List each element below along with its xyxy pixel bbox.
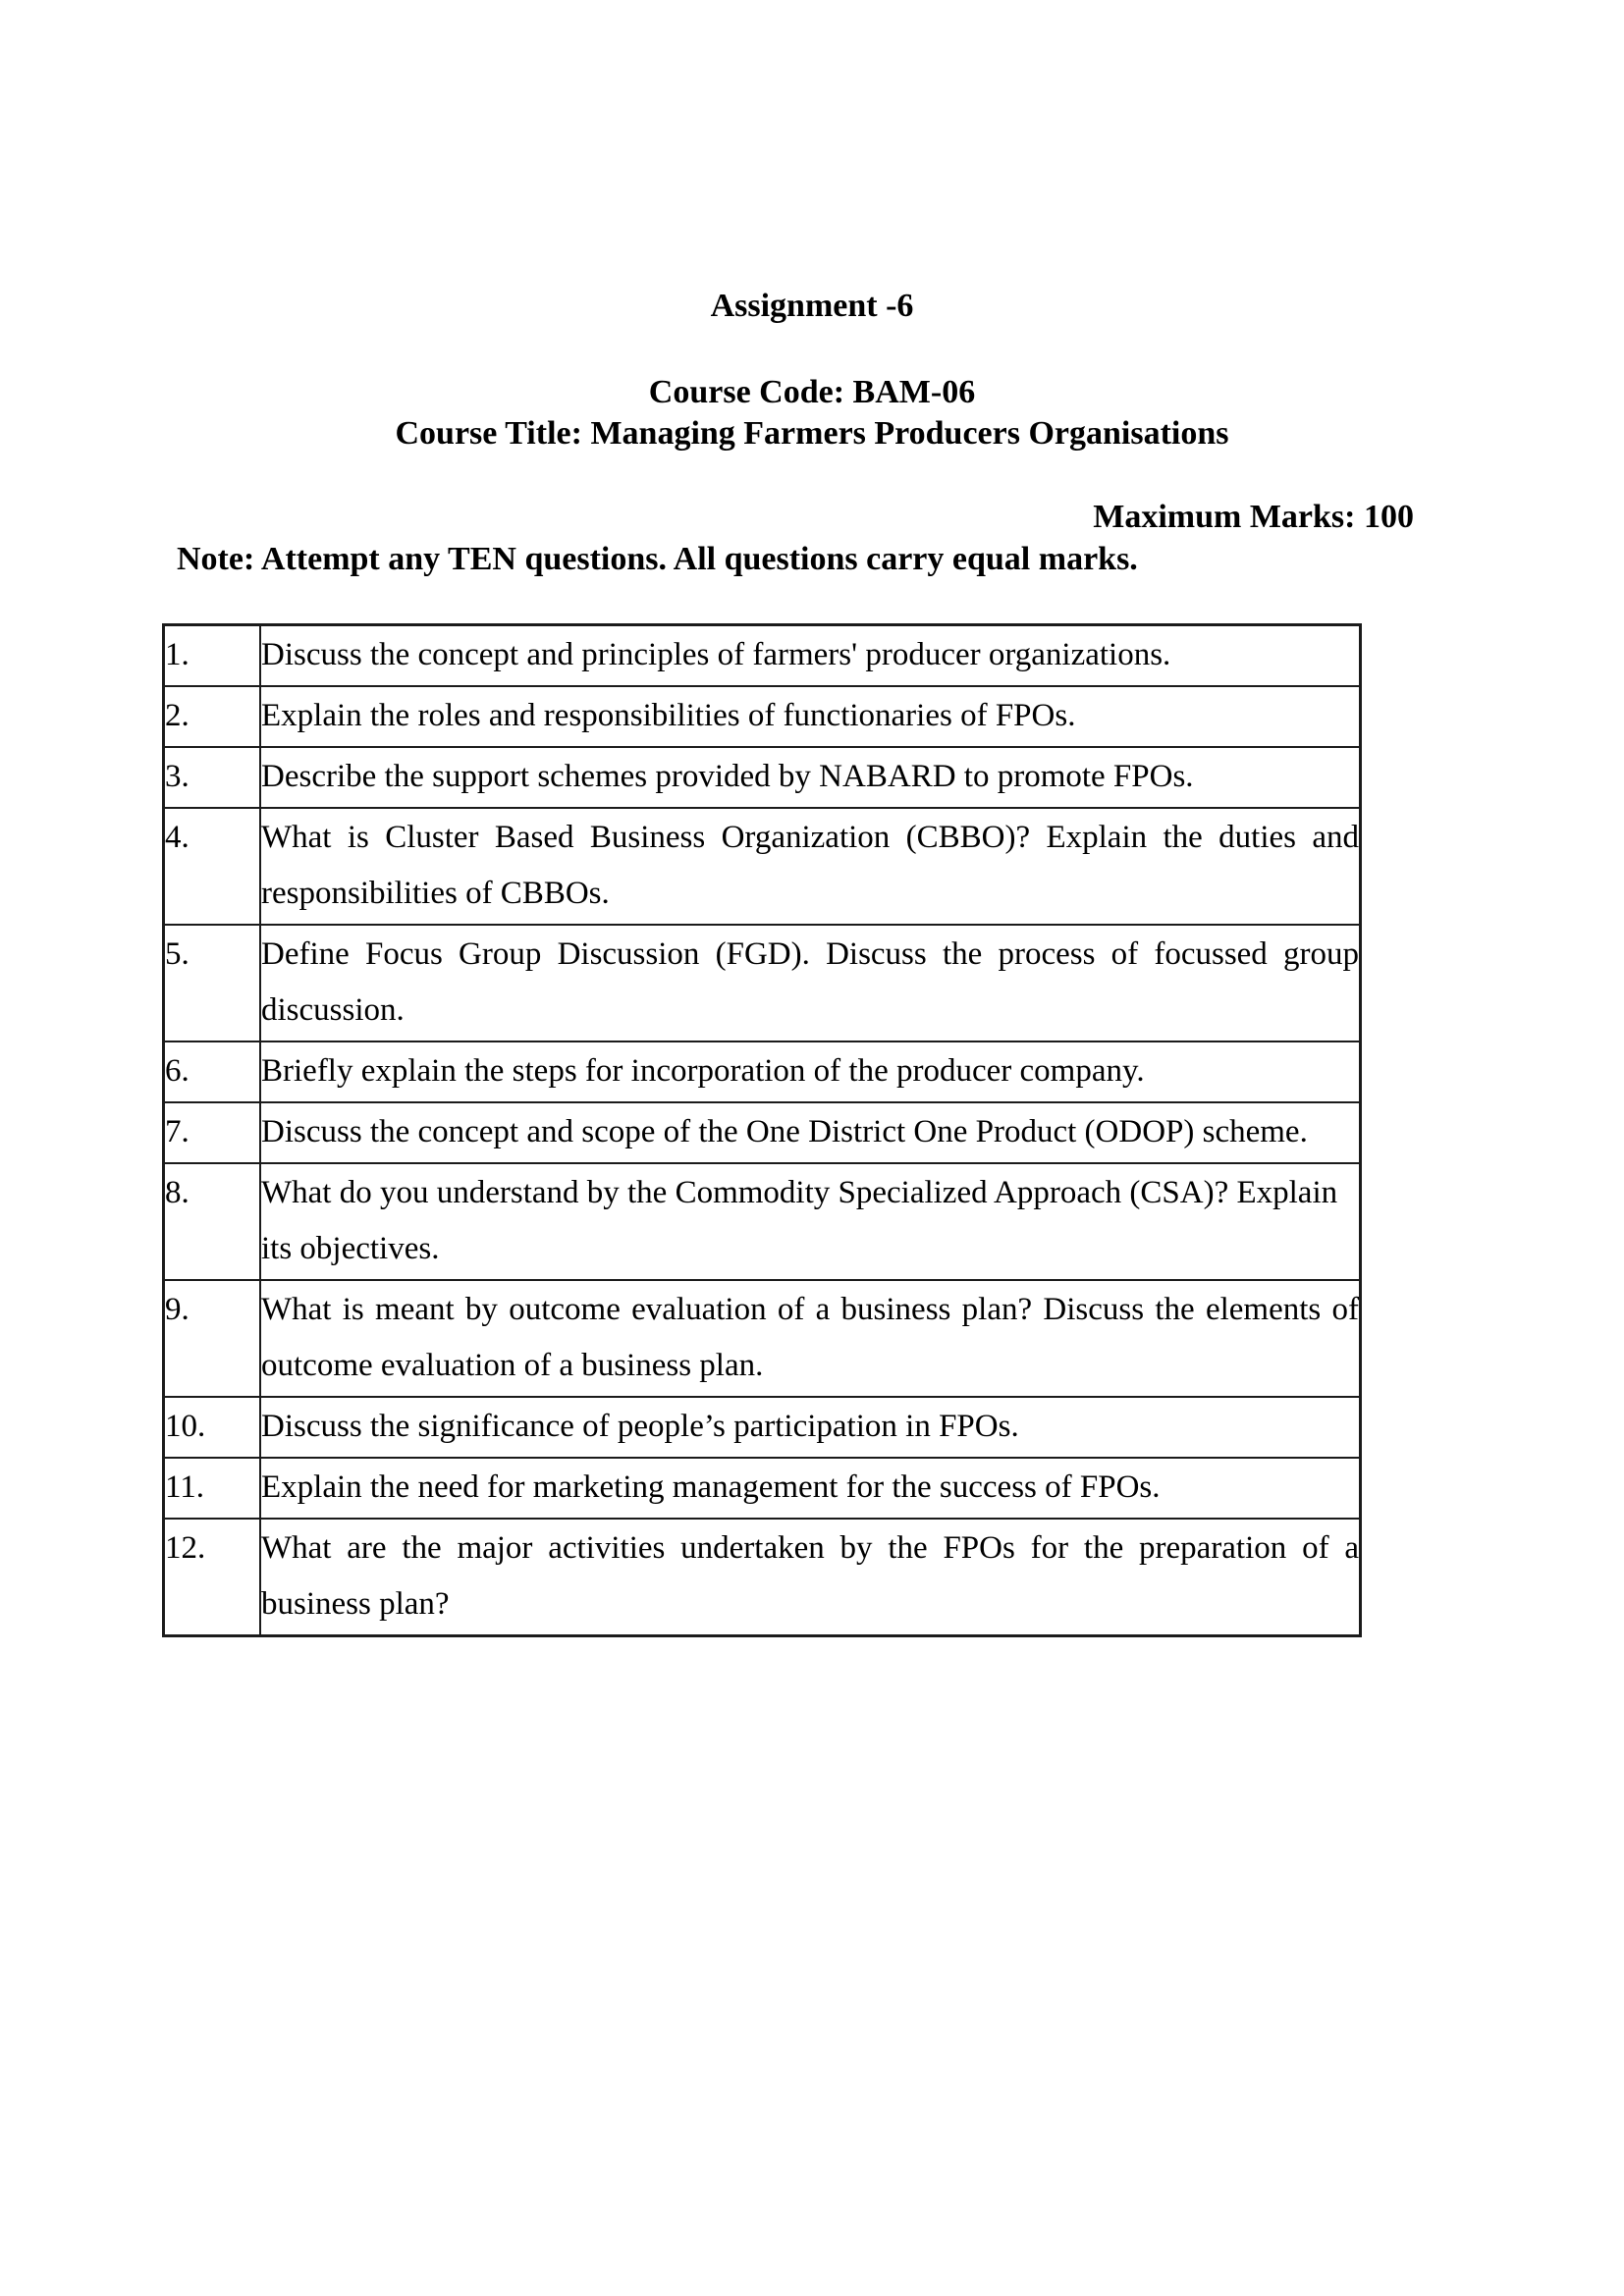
question-text: Discuss the concept and scope of the One District One Product (ODOP) scheme. (260, 1102, 1361, 1163)
question-text: Briefly explain the steps for incorporation of the producer company. (260, 1041, 1361, 1102)
table-row (164, 747, 1361, 808)
course-title-heading: Course Title: Managing Farmers Producers Organisations (395, 415, 1229, 452)
question-text: Discuss the concept and principles of farmers' producer organizations. (260, 625, 1361, 687)
question-number: 12. (164, 1519, 261, 1636)
table-row (164, 808, 1361, 925)
question-number: 1. (164, 625, 261, 687)
table-row (164, 1102, 1361, 1163)
question-number: 3. (164, 747, 261, 808)
question-number: 8. (164, 1163, 261, 1280)
maximum-marks-label: Maximum Marks: 100 (1093, 499, 1414, 535)
table-row (164, 1519, 1361, 1636)
question-number: 4. (164, 808, 261, 925)
question-number: 10. (164, 1397, 261, 1458)
question-text: What do you understand by the Commodity Specialized Approach (CSA)? Explain its objectives. (260, 1163, 1361, 1280)
table-row (164, 1280, 1361, 1397)
question-number: 5. (164, 925, 261, 1041)
question-text: Discuss the significance of people’s participation in FPOs. (260, 1397, 1361, 1458)
question-text: Describe the support schemes provided by NABARD to promote FPOs. (260, 747, 1361, 808)
question-text: Explain the need for marketing management for the success of FPOs. (260, 1458, 1361, 1519)
question-text: What are the major activities undertaken by the FPOs for the preparation of a business plan? (260, 1519, 1361, 1636)
question-number: 2. (164, 686, 261, 747)
question-number: 11. (164, 1458, 261, 1519)
question-number: 7. (164, 1102, 261, 1163)
table-row (164, 1458, 1361, 1519)
question-number: 6. (164, 1041, 261, 1102)
table-row (164, 625, 1361, 687)
question-text: Explain the roles and responsibilities of functionaries of FPOs. (260, 686, 1361, 747)
question-number: 9. (164, 1280, 261, 1397)
questions-table (162, 623, 1362, 1637)
instructions-note: Note: Attempt any TEN questions. All questions carry equal marks. (177, 541, 1138, 577)
table-row (164, 1041, 1361, 1102)
question-text: What is Cluster Based Business Organization (CBBO)? Explain the duties and responsibilities of CBBOs. (260, 808, 1361, 925)
table-row (164, 1397, 1361, 1458)
question-text: What is meant by outcome evaluation of a business plan? Discuss the elements of outcome evaluation of a business plan. (260, 1280, 1361, 1397)
course-code-heading: Course Code: BAM-06 (648, 374, 976, 410)
assignment-title: Assignment -6 (710, 288, 914, 324)
questions-table-body (164, 625, 1361, 1636)
table-row (164, 686, 1361, 747)
question-text: Define Focus Group Discussion (FGD). Discuss the process of focussed group discussion. (260, 925, 1361, 1041)
table-row (164, 1163, 1361, 1280)
table-row (164, 925, 1361, 1041)
